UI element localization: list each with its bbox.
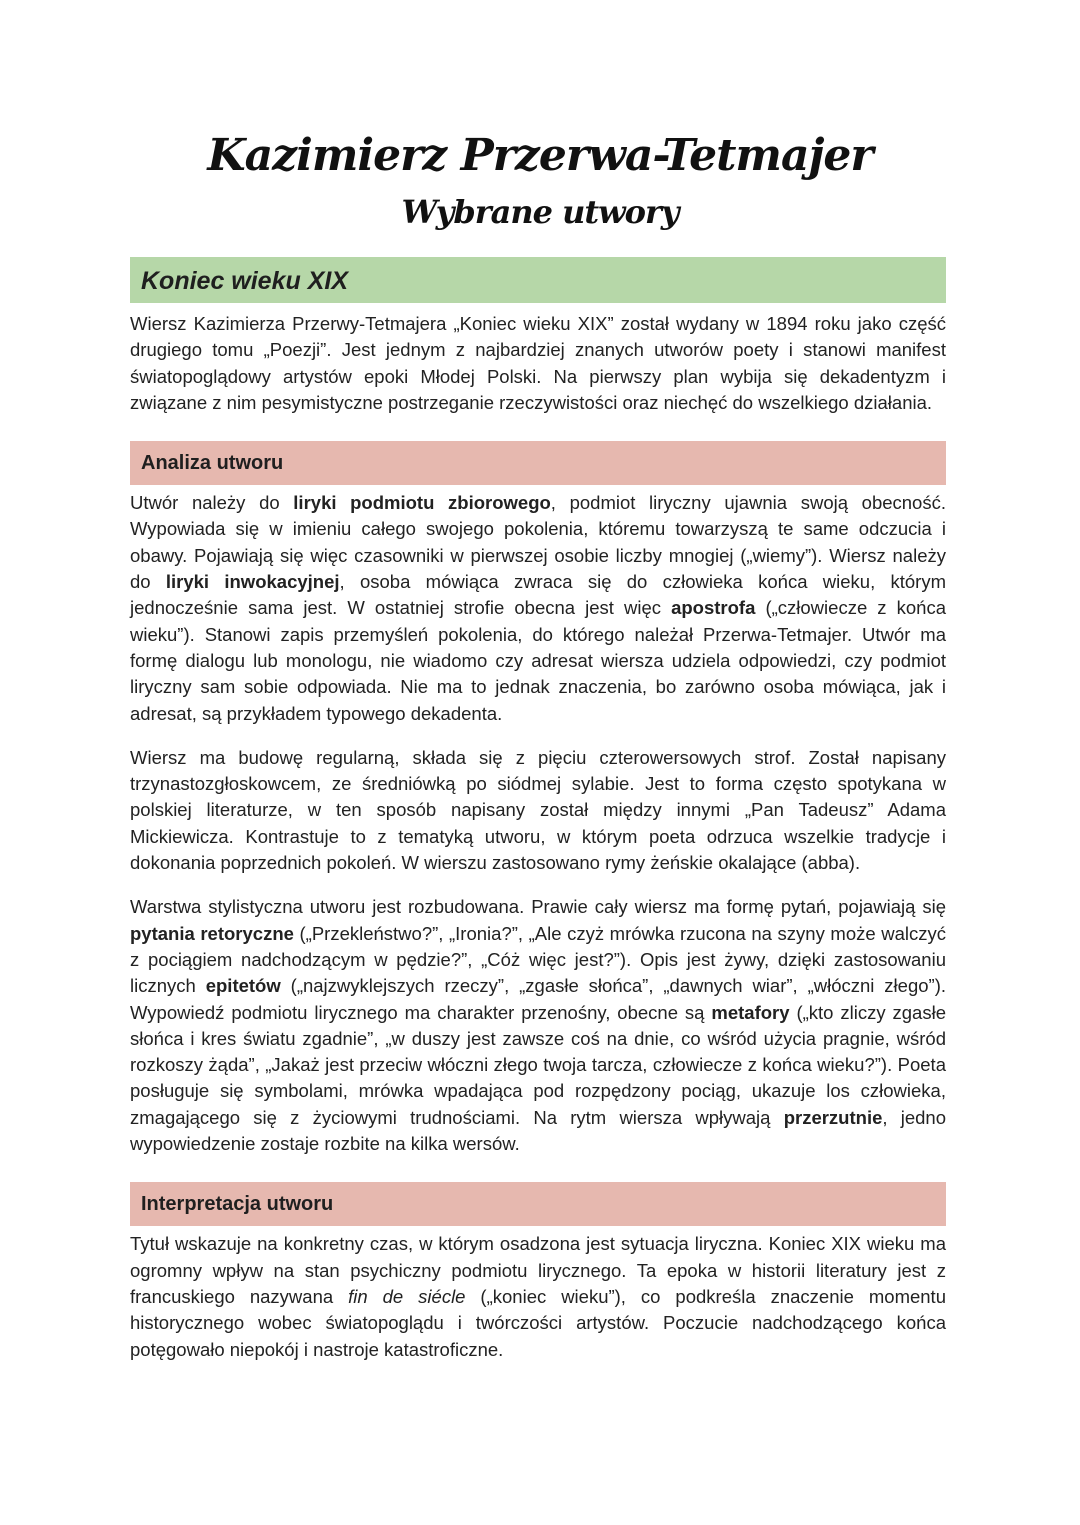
text-run: Utwór należy do xyxy=(130,492,294,514)
section-paragraph xyxy=(130,490,946,727)
bold-term: liryki podmiotu zbiorowego xyxy=(293,492,551,514)
text-run: („Przekleństwo?”, „Ironia?”, „Ale czyż mrówka rzucona na szyny może walczyć z pociągiem nadchodzącym w pędzie?”, „Cóż więc jest?”). Opis jest żywy, dzięki zastosowaniu licznych xyxy=(130,922,946,997)
section-heading-koniec-wieku: Koniec wieku XIX xyxy=(130,257,946,303)
section-paragraph xyxy=(130,1231,946,1362)
italic-term: fin de siécle xyxy=(348,1285,466,1307)
text-run: („człowiecze z końca wieku”). Stanowi zapis przemyśleń pokolenia, do którego należał Przerwa-Tetmajer. Utwór ma formę dialogu lub monologu, nie wiadomo czy adresat wiersza udziela odpowiedzi, czy podmiot liryczny sam sobie odpowiada. Nie ma to jednak znaczenia, bo zarówno osoba mówiąca, jak i adresat, są przykładem typowego dekadenta. xyxy=(130,597,947,724)
text-run: („koniec wieku”), co podkreśla znaczenie momentu historycznego wobec światopoglądu i twórczości artystów. Poczucie nadchodzącego końca potęgowało niepokój i nastroje katastroficzne. xyxy=(130,1285,946,1360)
bold-term: przerzutnie xyxy=(783,1106,883,1128)
section-paragraph xyxy=(130,745,946,876)
page-subtitle: Wybrane utwory xyxy=(401,193,679,231)
section-paragraph xyxy=(130,894,946,1157)
text-run: Tytuł wskazuje na konkretny czas, w którym osadzona jest sytuacja liryczna. Koniec XIX wieku ma ogromny wpływ na stan psychiczny podmiotu lirycznego. Ta epoka w historii literatury jest z francuskiego nazywana xyxy=(130,1233,946,1307)
bold-term: epitetów xyxy=(205,975,281,997)
text-run: Wiersz ma budowę regularną, składa się z pięciu czterowersowych strof. Został napisany trzynastozgłoskowcem, ze średniówką po siódmej sylabie. Jest to forma często spotykana w polskiej literaturze, w ten sposób napisany został między innymi „Pan Tadeusz” Adama Mickiewicza. Kontrastuje to z tematyką utworu, w którym poeta odrzuca wszelkie tradycje i dokonania poprzednich pokoleń. W wierszu zastosowano rymy żeńskie okalające (abba). xyxy=(130,746,946,874)
page-title: Kazimierz Przerwa-Tetmajer xyxy=(207,130,873,181)
text-run: Wiersz Kazimierza Przerwy-Tetmajera „Koniec wieku XIX” został wydany w 1894 roku jako część drugiego tomu „Poezji”. Jest jednym z najbardziej znanych utworów poety i stanowi manifest światopoglądowy artystów epoki Młodej Polski. Na pierwszy plan wybija się dekadentyzm i związane z nim pesymistyczne postrzeganie rzeczywistości oraz niechęć do wszelkiego działania. xyxy=(130,313,946,413)
text-run: , jedno wypowiedzenie zostaje rozbite na kilka wersów. xyxy=(130,1106,947,1155)
text-run: Warstwa stylistyczna utworu jest rozbudowana. Prawie cały wiersz ma formę pytań, pojawiają się xyxy=(130,896,946,918)
bold-term: pytania retoryczne xyxy=(130,922,294,944)
text-run: („najzwyklejszych rzeczy”, „zgasłe słońca”, „dawnych wiar”, „włóczni złego”). Wypowiedź podmiotu lirycznego ma charakter przenośny, obecne są xyxy=(130,975,946,1023)
text-run: („kto zliczy zgasłe słońca i kres światu zgadnie”, „w duszy jest zawsze coś na dnie, co wśród użycia pragnie, wśród rozkoszy żąda”, „Jakaż jest przeciw włóczni złego twoja tarcza, człowiecze z końca wieku?”). Poeta posługuje się symbolami, mrówka wpadająca pod rozpędzony pociąg, ukazuje los człowieka, zmagającego się z życiowymi trudnościami. Na rytm wiersza wpływają xyxy=(130,1001,946,1128)
section-paragraph xyxy=(130,311,946,416)
bold-term: apostrofa xyxy=(671,597,756,619)
text-run: , osoba mówiąca zwraca się do człowieka końca wieku, którym jednocześnie sama jest. W ostatniej strofie obecna jest więc xyxy=(130,571,947,619)
section-heading-interpretacja: Interpretacja utworu xyxy=(130,1182,946,1226)
bold-term: liryki inwokacyjnej xyxy=(165,571,340,593)
text-run: , podmiot liryczny ujawnia swoją obecność. Wypowiada się w imieniu całego swojego pokolenia, któremu towarzyszą te same odczucia i obawy. Pojawiają się więc czasowniki w pierwszej osobie liczby mnogiej („wiemy”). Wiersz należy do xyxy=(130,492,946,593)
document-content xyxy=(130,257,946,1363)
section-heading-analiza: Analiza utworu xyxy=(130,441,946,485)
bold-term: metafory xyxy=(711,1001,790,1023)
